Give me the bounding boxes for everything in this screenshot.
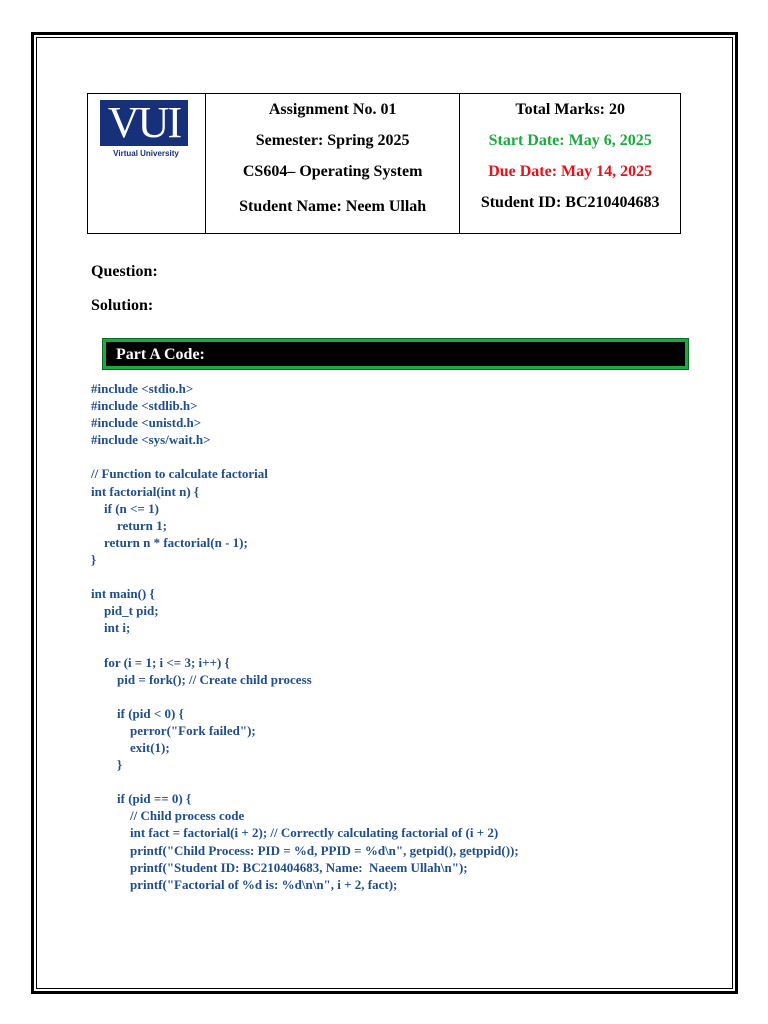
code-line: printf("Factorial of %d is: %d\n\n", i + 2, fact); — [91, 876, 398, 892]
question-label: Question: — [91, 263, 158, 280]
code-line: pid = fork(); // Create child process — [91, 671, 312, 687]
code-line: if (pid == 0) { — [91, 791, 192, 807]
code-line: exit(1); — [91, 739, 170, 755]
logo-cell — [88, 94, 206, 234]
solution-label: Solution: — [91, 297, 154, 314]
code-line: #include <stdlib.h> — [91, 398, 198, 414]
code-line: int fact = factorial(i + 2); // Correctly calculating factorial of (i + 2) — [91, 825, 499, 841]
assignment-header-table — [87, 93, 681, 234]
code-line: if (n <= 1) — [91, 500, 159, 516]
virtual-university-logo — [94, 100, 198, 158]
code-line: pid_t pid; — [91, 603, 159, 619]
student-id: Student ID: BC210404683 — [480, 194, 660, 211]
code-line: // Function to calculate factorial — [91, 466, 268, 482]
due-date: Due Date: May 14, 2025 — [488, 163, 653, 180]
code-line: int i; — [91, 620, 131, 636]
code-block — [91, 380, 691, 893]
code-line — [91, 636, 691, 653]
code-line: if (pid < 0) { — [91, 705, 184, 721]
code-line — [91, 773, 691, 790]
student-name: Student Name: Neem Ullah — [239, 198, 427, 215]
code-line: printf("Student ID: BC210404683, Name: Naeem Ullah\n"); — [91, 859, 468, 875]
course-title: CS604– Operating System — [242, 163, 423, 180]
code-line: int factorial(int n) { — [91, 483, 200, 499]
start-date: Start Date: May 6, 2025 — [488, 132, 652, 149]
code-line: #include <unistd.h> — [91, 415, 202, 431]
marks-dates-cell — [460, 94, 681, 234]
logo-letters: VUI — [100, 100, 188, 146]
code-line: } — [91, 757, 123, 773]
part-a-code-bar — [103, 339, 688, 369]
code-line: #include <stdio.h> — [91, 381, 194, 396]
part-a-title: Part A Code: — [116, 346, 205, 363]
code-line: return 1; — [91, 517, 167, 533]
code-line: for (i = 1; i <= 3; i++) { — [91, 654, 230, 670]
semester: Semester: Spring 2025 — [255, 132, 410, 149]
total-marks: Total Marks: 20 — [515, 101, 625, 118]
code-line — [91, 568, 691, 585]
assignment-info-cell — [205, 94, 459, 234]
code-line: int main() { — [91, 586, 155, 602]
code-line: #include <sys/wait.h> — [91, 432, 211, 448]
code-line: printf("Child Process: PID = %d, PPID = %d\n", getpid(), getppid()); — [91, 842, 519, 858]
code-line — [91, 688, 691, 705]
code-line: return n * factorial(n - 1); — [91, 534, 248, 550]
code-line: perror("Fork failed"); — [91, 722, 256, 738]
logo-subtitle: Virtual University — [113, 149, 179, 158]
code-line — [91, 448, 691, 465]
code-line: // Child process code — [91, 808, 245, 824]
code-line: } — [91, 551, 97, 567]
assignment-number: Assignment No. 01 — [268, 101, 397, 118]
